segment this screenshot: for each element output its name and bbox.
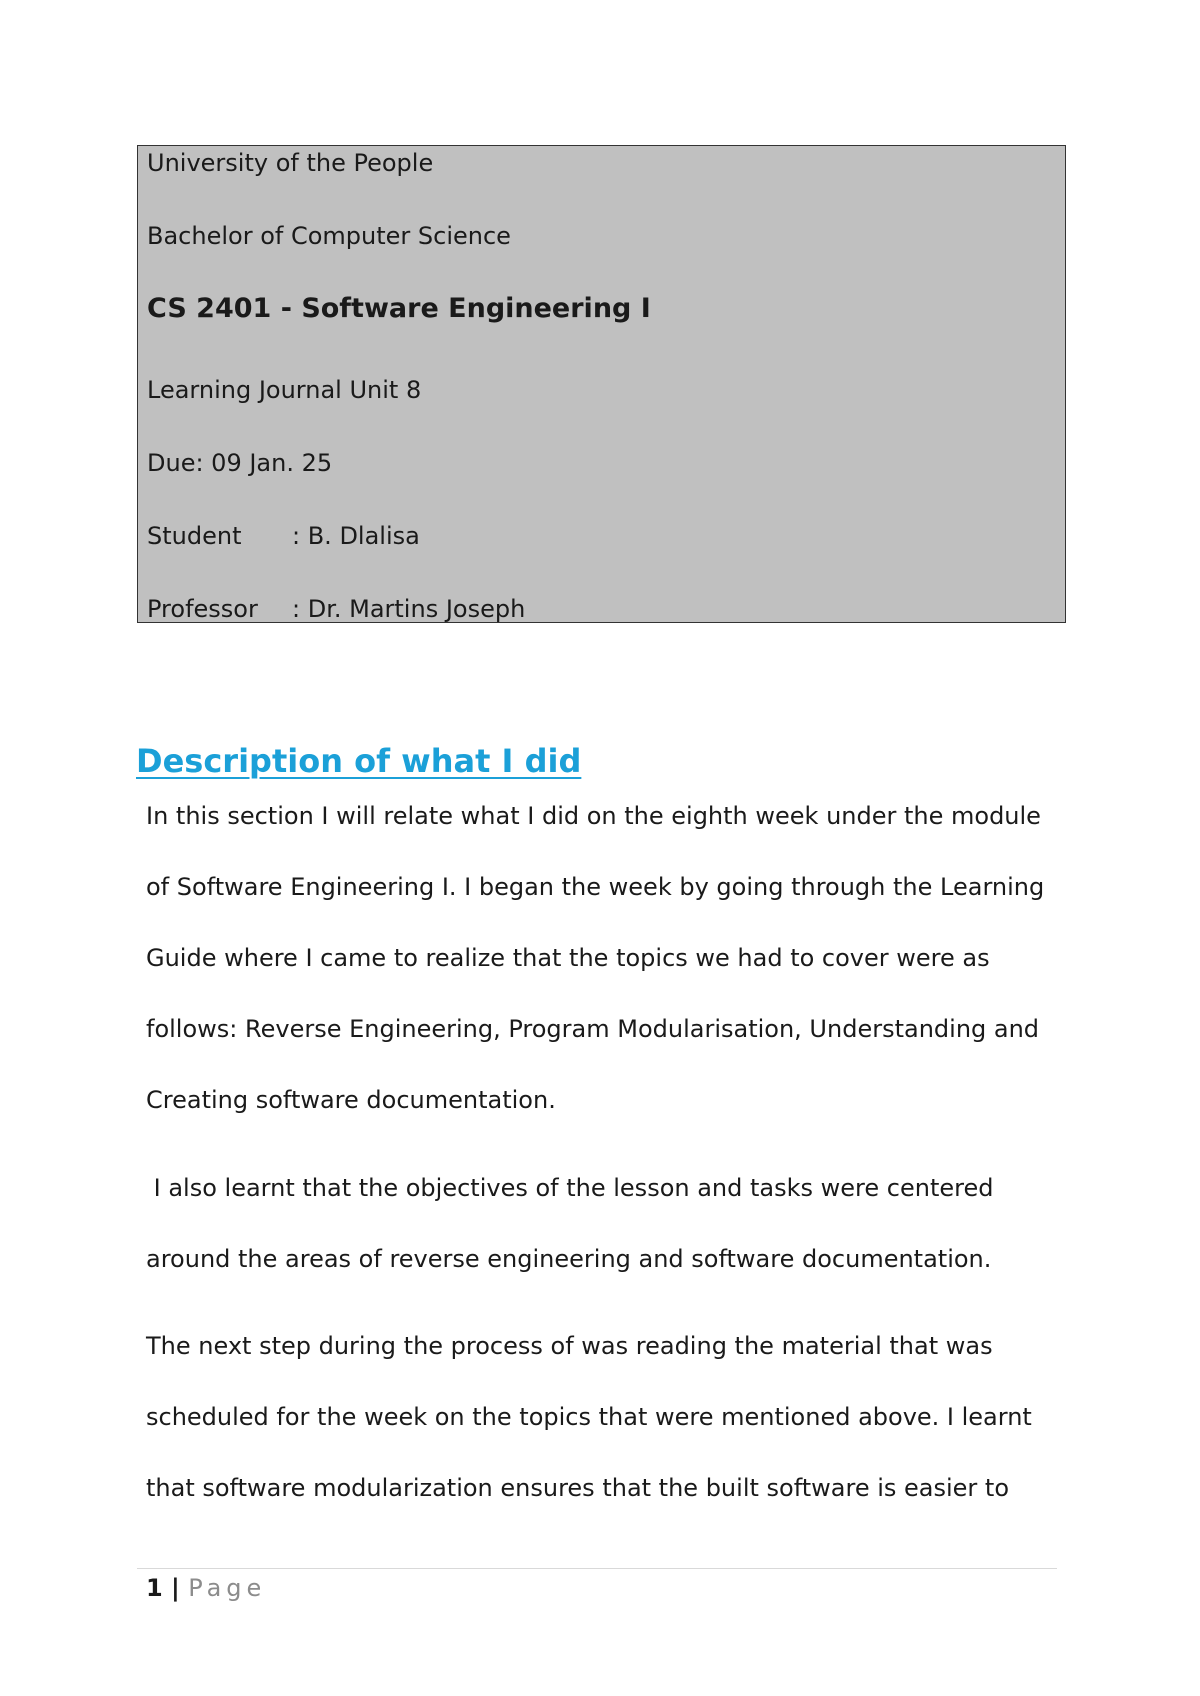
- degree-name: Bachelor of Computer Science: [147, 222, 511, 250]
- paragraph-line: of Software Engineering I. I began the week by going through the Learning: [146, 873, 1045, 901]
- section-heading: Description of what I did: [136, 742, 582, 780]
- professor-label: Professor: [147, 595, 258, 623]
- course-title: CS 2401 - Software Engineering I: [147, 293, 651, 324]
- paragraph-line: that software modularization ensures that the built software is easier to: [146, 1474, 1010, 1502]
- paragraph-line: In this section I will relate what I did on the eighth week under the module: [146, 802, 1041, 830]
- page-footer: [146, 1572, 266, 1604]
- paragraph-line: The next step during the process of was reading the material that was: [146, 1332, 993, 1360]
- university-name: University of the People: [147, 149, 434, 177]
- professor-value: : Dr. Martins Joseph: [292, 595, 526, 623]
- paragraph-line: scheduled for the week on the topics that were mentioned above. I learnt: [146, 1403, 1032, 1431]
- student-label: Student: [147, 522, 242, 550]
- paragraph-line: follows: Reverse Engineering, Program Modularisation, Understanding and: [146, 1015, 1040, 1043]
- page-separator: |: [162, 1574, 189, 1602]
- page-number: 1: [146, 1574, 163, 1602]
- professor-row: [147, 594, 525, 624]
- student-value: : B. Dlalisa: [292, 522, 420, 550]
- due-date: Due: 09 Jan. 25: [147, 449, 333, 477]
- assignment-title: Learning Journal Unit 8: [147, 376, 422, 404]
- footer-divider: [137, 1568, 1057, 1569]
- paragraph-line: Creating software documentation.: [146, 1086, 556, 1114]
- student-row: [147, 521, 420, 551]
- paragraph-line: I also learnt that the objectives of the lesson and tasks were centered: [146, 1174, 994, 1202]
- page-word: Page: [188, 1574, 267, 1602]
- paragraph-line: around the areas of reverse engineering and software documentation.: [146, 1245, 992, 1273]
- paragraph-line: Guide where I came to realize that the topics we had to cover were as: [146, 944, 990, 972]
- cover-info-box: [137, 145, 1066, 623]
